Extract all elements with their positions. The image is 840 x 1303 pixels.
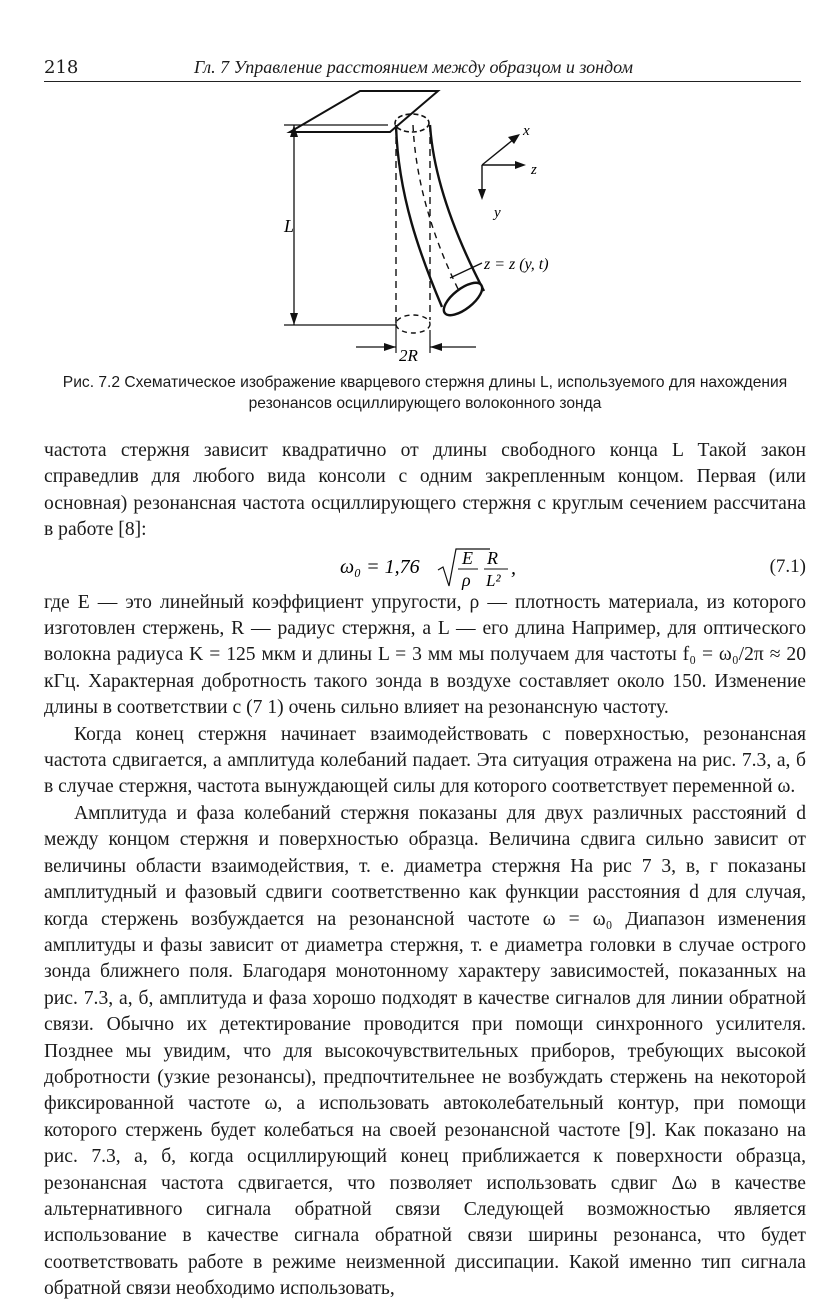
dim-2R-arrow-left xyxy=(384,343,396,351)
eq-trail: , xyxy=(511,556,516,579)
deflected-rod-end xyxy=(439,277,488,321)
label-y: y xyxy=(494,205,501,221)
paragraph-3: Когда конец стержня начинает взаимодействовать с поверхностью, резонансная частота сдвигается, а амплитуда колебаний падает. Эта ситуация отражена на рис. 7.3, а, б в случае стержня, частота вынуждающей силы для которого соответствует переменной ω. xyxy=(44,723,806,798)
running-title: Гл. 7 Управление расстоянием между образцом и зондом xyxy=(194,57,633,77)
equation-number: (7.1) xyxy=(769,555,806,577)
label-2R: 2R xyxy=(399,346,418,365)
label-L: L xyxy=(284,216,295,236)
equation-7-1 xyxy=(44,544,806,590)
page-header xyxy=(44,57,801,82)
label-z: z xyxy=(531,162,537,178)
axis-y-arrow xyxy=(478,189,486,200)
eq-num-E: E xyxy=(462,547,473,568)
dim-2R-arrow-right xyxy=(430,343,442,351)
body-text xyxy=(44,438,806,1303)
axis-z-arrow xyxy=(515,161,526,169)
undeflected-rod-bottom xyxy=(396,315,430,333)
deflected-rod-centerline xyxy=(413,125,463,299)
paragraph-4: Амплитуда и фаза колебаний стержня показаны для двух различных расстояний d между концом стержня и поверхностью образца. Величина сдвига сильно зависит от величины области взаимодействия, т. е. диаметра стержня На рис 7 3, в, г показаны амплитудный и фазовый сдвиги соответственно как функции расстояния d для случая, когда стержень возбуждается на резонансной частоте ω = ω₀ Диапазон изменения амплитуды и фазы зависит от диаметра стержня, т. е диаметра головки в случае острого зонда ближнего поля. Благодаря монотонному характеру зависимостей, показанных на рис. 7.3, а, б, амплитуда и фаза хорошо подходят в качестве сигналов для линии обратной связи. Обычно их детектирование проводится при помощи синхронного усилителя. Позднее мы увидим, что для высокочувствительных приборов, требующих высокой добротности (узкие резонансы), предпочтительнее не возбуждать стержень на некоторой фиксированной частоте ω, а использовать автоколебательный контур, при помощи которого стержень будет колебаться на своей резонансной частоте [9]. Как показано на рис. 7.3, а, б, когда осциллирующий конец приближается к поверхности образца, резонансная частота сдвигается, что позволяет использовать сдвиг Δω в качестве альтернативного сигнала обратной связи Следующей возможностью является использование в качестве сигнала обратной связи ширины резонанса, что будет соответствовать работе в режиме неизменной диссипации. Какой именно тип сигнала обратной связи необходимо использовать, xyxy=(44,802,806,1300)
dim-L-arrow-down xyxy=(290,313,298,325)
rod-schematic-figure xyxy=(270,85,610,370)
paragraph-1: частота стержня зависит квадратично от длины свободного конца L Такой закон справедлив для любого вида консоли с одним закрепленным концом. Первая (или основная) резонансная частота осциллирующего стержня с круглым сечением рассчитана в работе [8]: xyxy=(44,440,806,541)
equation-lhs: ω₀ = 1,76 xyxy=(340,555,420,578)
eq-den-rho: ρ xyxy=(462,569,471,590)
eq-den-L2: L² xyxy=(486,570,501,590)
axis-x xyxy=(482,139,514,165)
page-number: 218 xyxy=(44,57,79,78)
equation-formula xyxy=(340,546,530,592)
figure-caption: Рис. 7.2 Схематическое изображение кварцевого стержня длины L, используемого для нахождения резонансов осциллирующего волоконного зонда xyxy=(62,374,788,412)
paragraph-2: где E — это линейный коэффициент упругости, ρ — плотность материала, из которого изготовлен стержень, R — радиус стержня, а L — его длина Например, для оптического волокна радиуса K = 125 мкм и длины L = 3 мм мы получаем для частоты f₀ = ω₀/2π ≈ 20 кГц. Характерная добротность такого зонда в воздухе составляет около 150. Изменение длины в соответствии с (7 1) очень сильно влияет на резонансную частоту. xyxy=(44,591,806,719)
eq-num-R: R xyxy=(487,547,498,568)
deflected-rod-left xyxy=(396,125,442,307)
mounting-plate xyxy=(290,91,438,132)
label-curve: z = z (y, t) xyxy=(484,256,549,273)
label-x: x xyxy=(523,123,530,139)
